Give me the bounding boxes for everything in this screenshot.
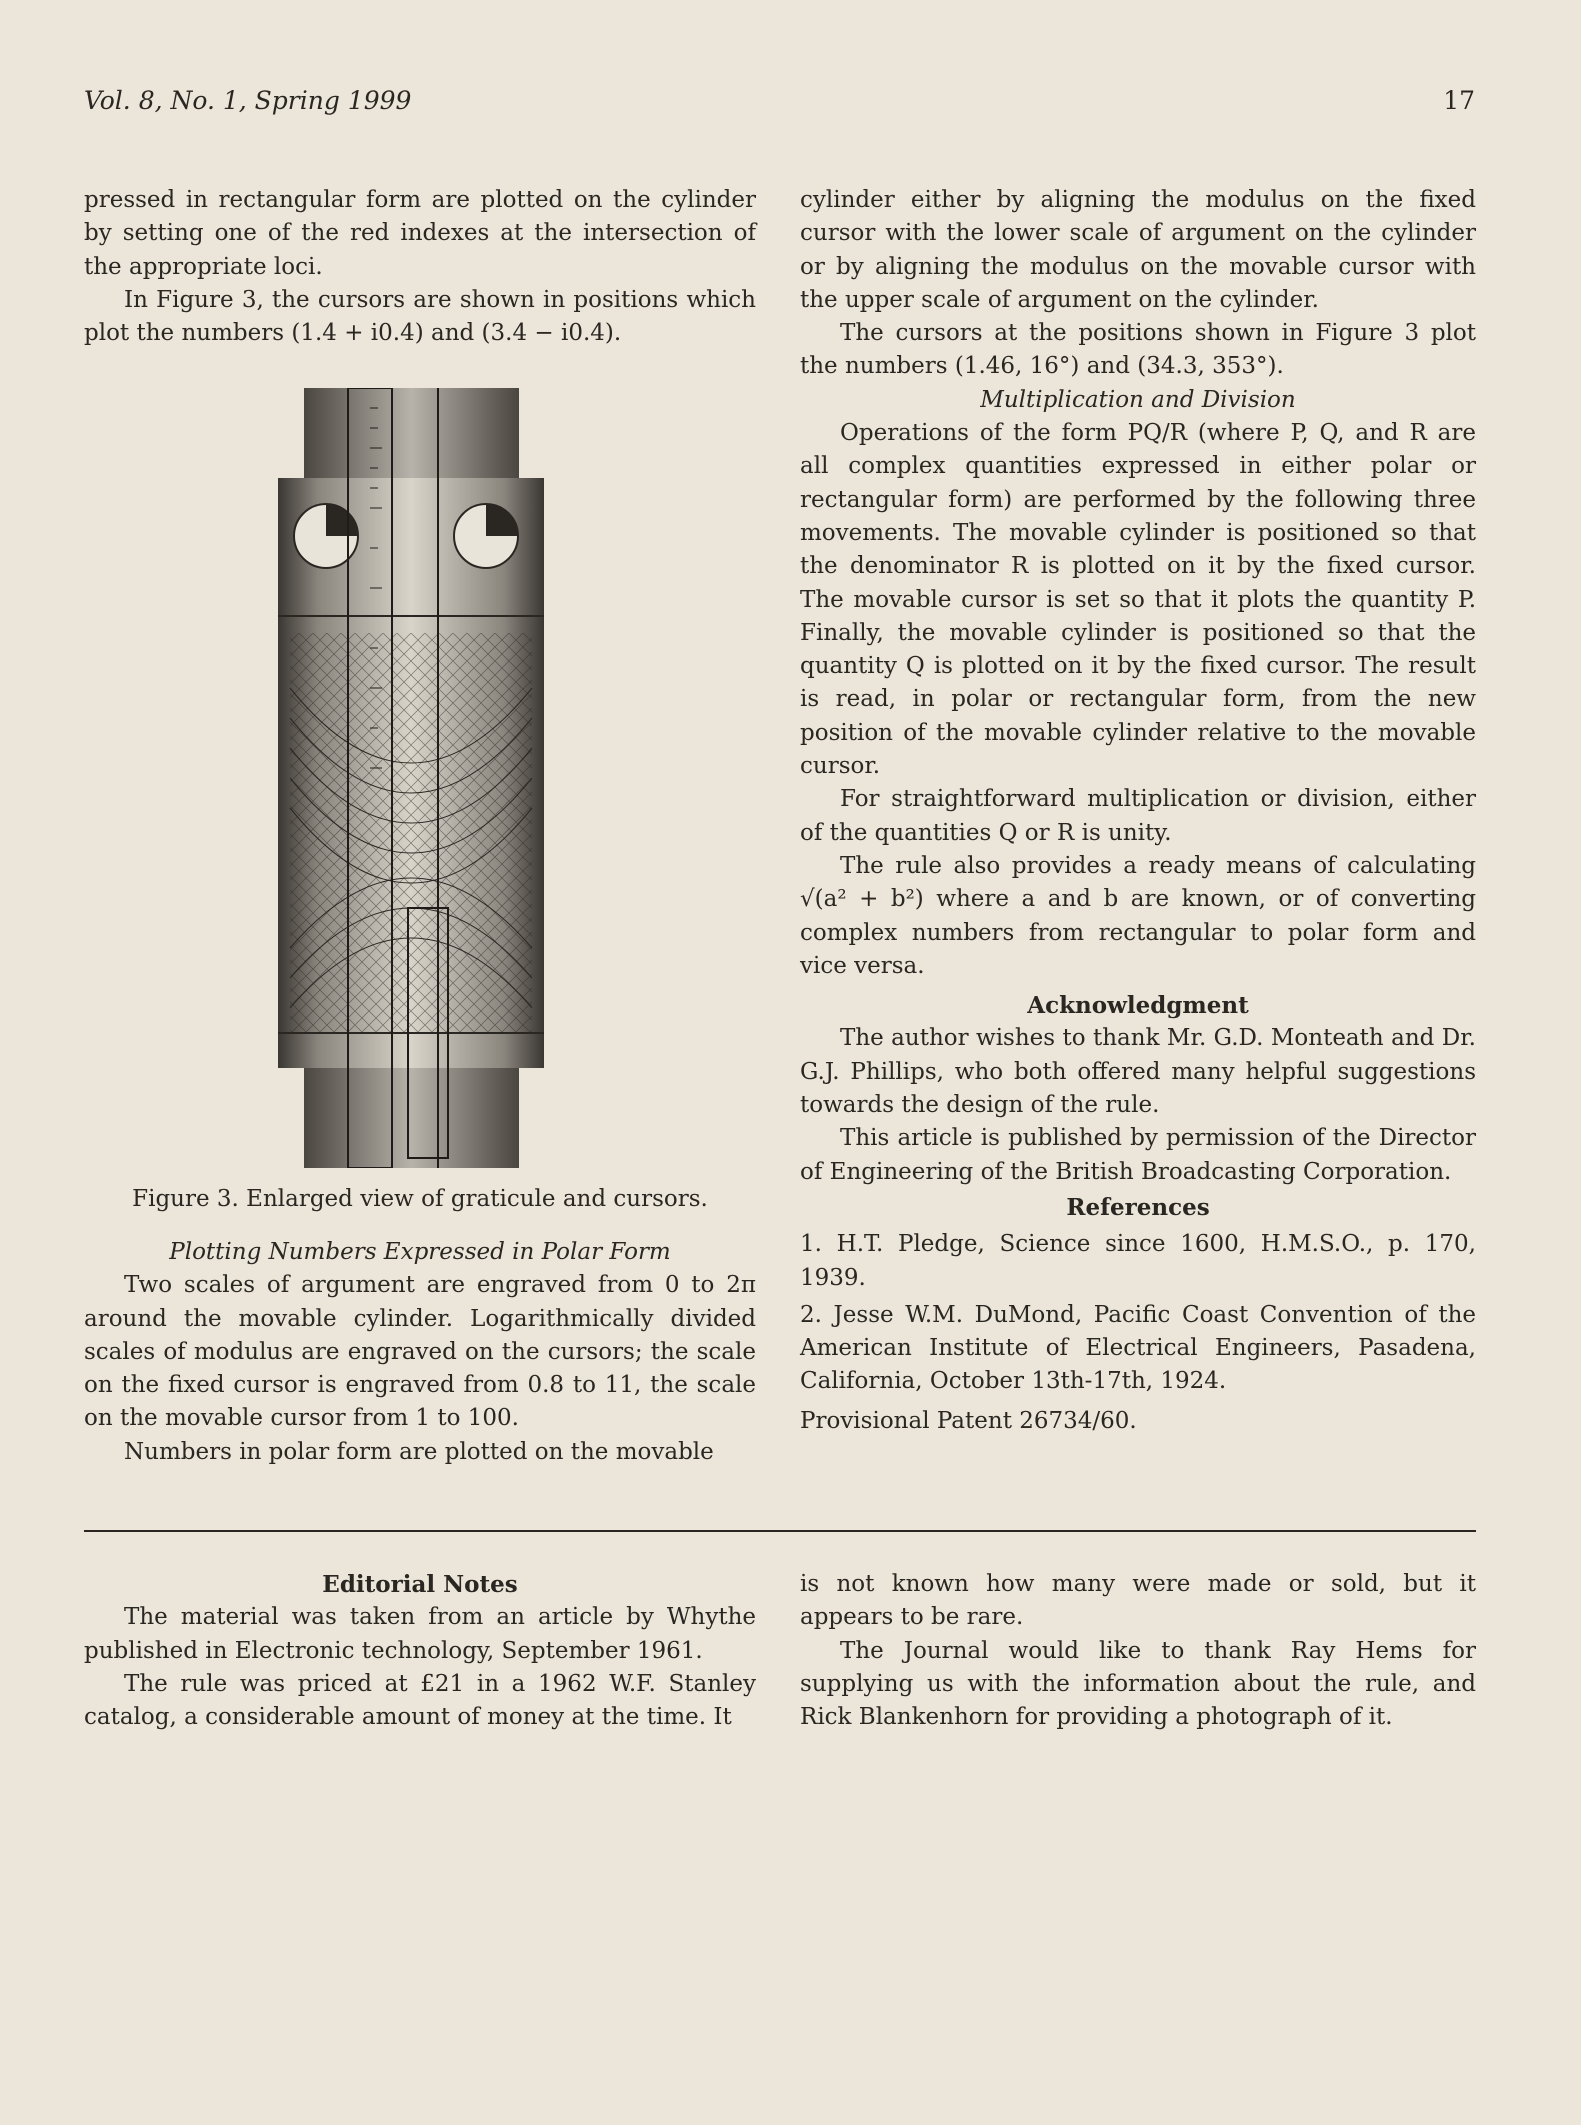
left-paragraph-3: Two scales of argument are engraved from 0 to 2π around the movable cylinder. Logarithmically divided scales of modulus are engraved on the cursors; the scale on the fixed cursor is engraved from 0.8 to 11, the scale on the movable cursor from 1 to 100. <box>84 1272 756 1432</box>
heading-references: References <box>1066 1193 1210 1221</box>
journal-issue: Vol. 8, No. 1, Spring 1999 <box>84 86 412 115</box>
right-paragraph-1: cylinder either by aligning the modulus on the fixed cursor with the lower scale of argument on the cylinder or by aligning the modulus on the movable cursor with the upper scale of argument on the cylinder. <box>800 187 1476 313</box>
heading-multiplication: Multiplication and Division <box>980 386 1296 413</box>
editorial-paragraph-2: The rule was priced at £21 in a 1962 W.F. Stanley catalog, a considerable amount of money at the time. It <box>84 1670 756 1731</box>
right-column <box>800 184 1476 1438</box>
reference-2: 2. Jesse W.M. DuMond, Pacific Coast Convention of the American Institute of Electrical Engineers, Pasadena, California, October 13th-17th, 1924. <box>800 1301 1476 1395</box>
right-paragraph-3: Operations of the form PQ/R (where P, Q, and R are all complex quantities expressed in either polar or rectangular form) are performed by the following three movements. The movable cylinder is positioned so that the denominator R is plotted on it by the fixed cursor. The movable cursor is set so that it plots the quantity P. Finally, the movable cylinder is positioned so that the quantity Q is plotted on it by the fixed cursor. The result is read, in polar or rectangular form, from the new position of the movable cylinder relative to the movable cursor. <box>800 420 1476 780</box>
right-paragraph-6: The author wishes to thank Mr. G.D. Monteath and Dr. G.J. Phillips, who both offered many helpful suggestions towards the design of the rule. <box>800 1025 1476 1119</box>
editorial-left <box>84 1568 756 1734</box>
left-paragraph-1: pressed in rectangular form are plotted on the cylinder by setting one of the red indexes at the intersection of the appropriate loci. <box>84 187 756 280</box>
right-paragraph-4: For straightforward multiplication or division, either of the quantities Q or R is unity. <box>800 786 1476 846</box>
editorial-paragraph-1: The material was taken from an article by Whythe published in Electronic technology, September 1961. <box>84 1604 756 1664</box>
right-paragraph-2: The cursors at the positions shown in Figure 3 plot the numbers (1.46, 16°) and (34.3, 353°). <box>800 320 1476 380</box>
running-header <box>84 86 1475 126</box>
right-paragraph-5: The rule also provides a ready means of calculating √(a² + b²) where a and b are known, or of converting complex numbers from rectangular to polar form and vice versa. <box>800 852 1476 979</box>
page-number: 17 <box>1443 86 1475 115</box>
reference-1: 1. H.T. Pledge, Science since 1600, H.M.S.O., p. 170, 1939. <box>800 1231 1476 1291</box>
left-column-top <box>84 184 756 350</box>
figure-caption: Figure 3. Enlarged view of graticule and cursors. <box>132 1186 708 1212</box>
editorial-right <box>800 1568 1476 1734</box>
heading-editorial-notes: Editorial Notes <box>322 1571 518 1598</box>
right-paragraph-7: This article is published by permission of the Director of Engineering of the British Broadcasting Corporation. <box>800 1125 1476 1185</box>
section-divider <box>84 1530 1476 1532</box>
left-column-bottom <box>84 1236 756 1469</box>
reference-3: Provisional Patent 26734/60. <box>800 1407 1137 1434</box>
left-paragraph-2: In Figure 3, the cursors are shown in positions which plot the numbers (1.4 + i0.4) and (3.4 − i0.4). <box>84 286 756 347</box>
heading-polar-form: Plotting Numbers Expressed in Polar Form <box>169 1239 671 1265</box>
left-paragraph-4: Numbers in polar form are plotted on the movable <box>124 1438 714 1465</box>
editorial-paragraph-3: is not known how many were made or sold, but it appears to be rare. <box>800 1571 1476 1631</box>
editorial-paragraph-4: The Journal would like to thank Ray Hems for supplying us with the information about the rule, and Rick Blankenhorn for providing a photograph of it. <box>800 1637 1476 1731</box>
heading-acknowledgment: Acknowledgment <box>1027 992 1249 1020</box>
figure-3-slide-rule-photo <box>278 388 544 1168</box>
